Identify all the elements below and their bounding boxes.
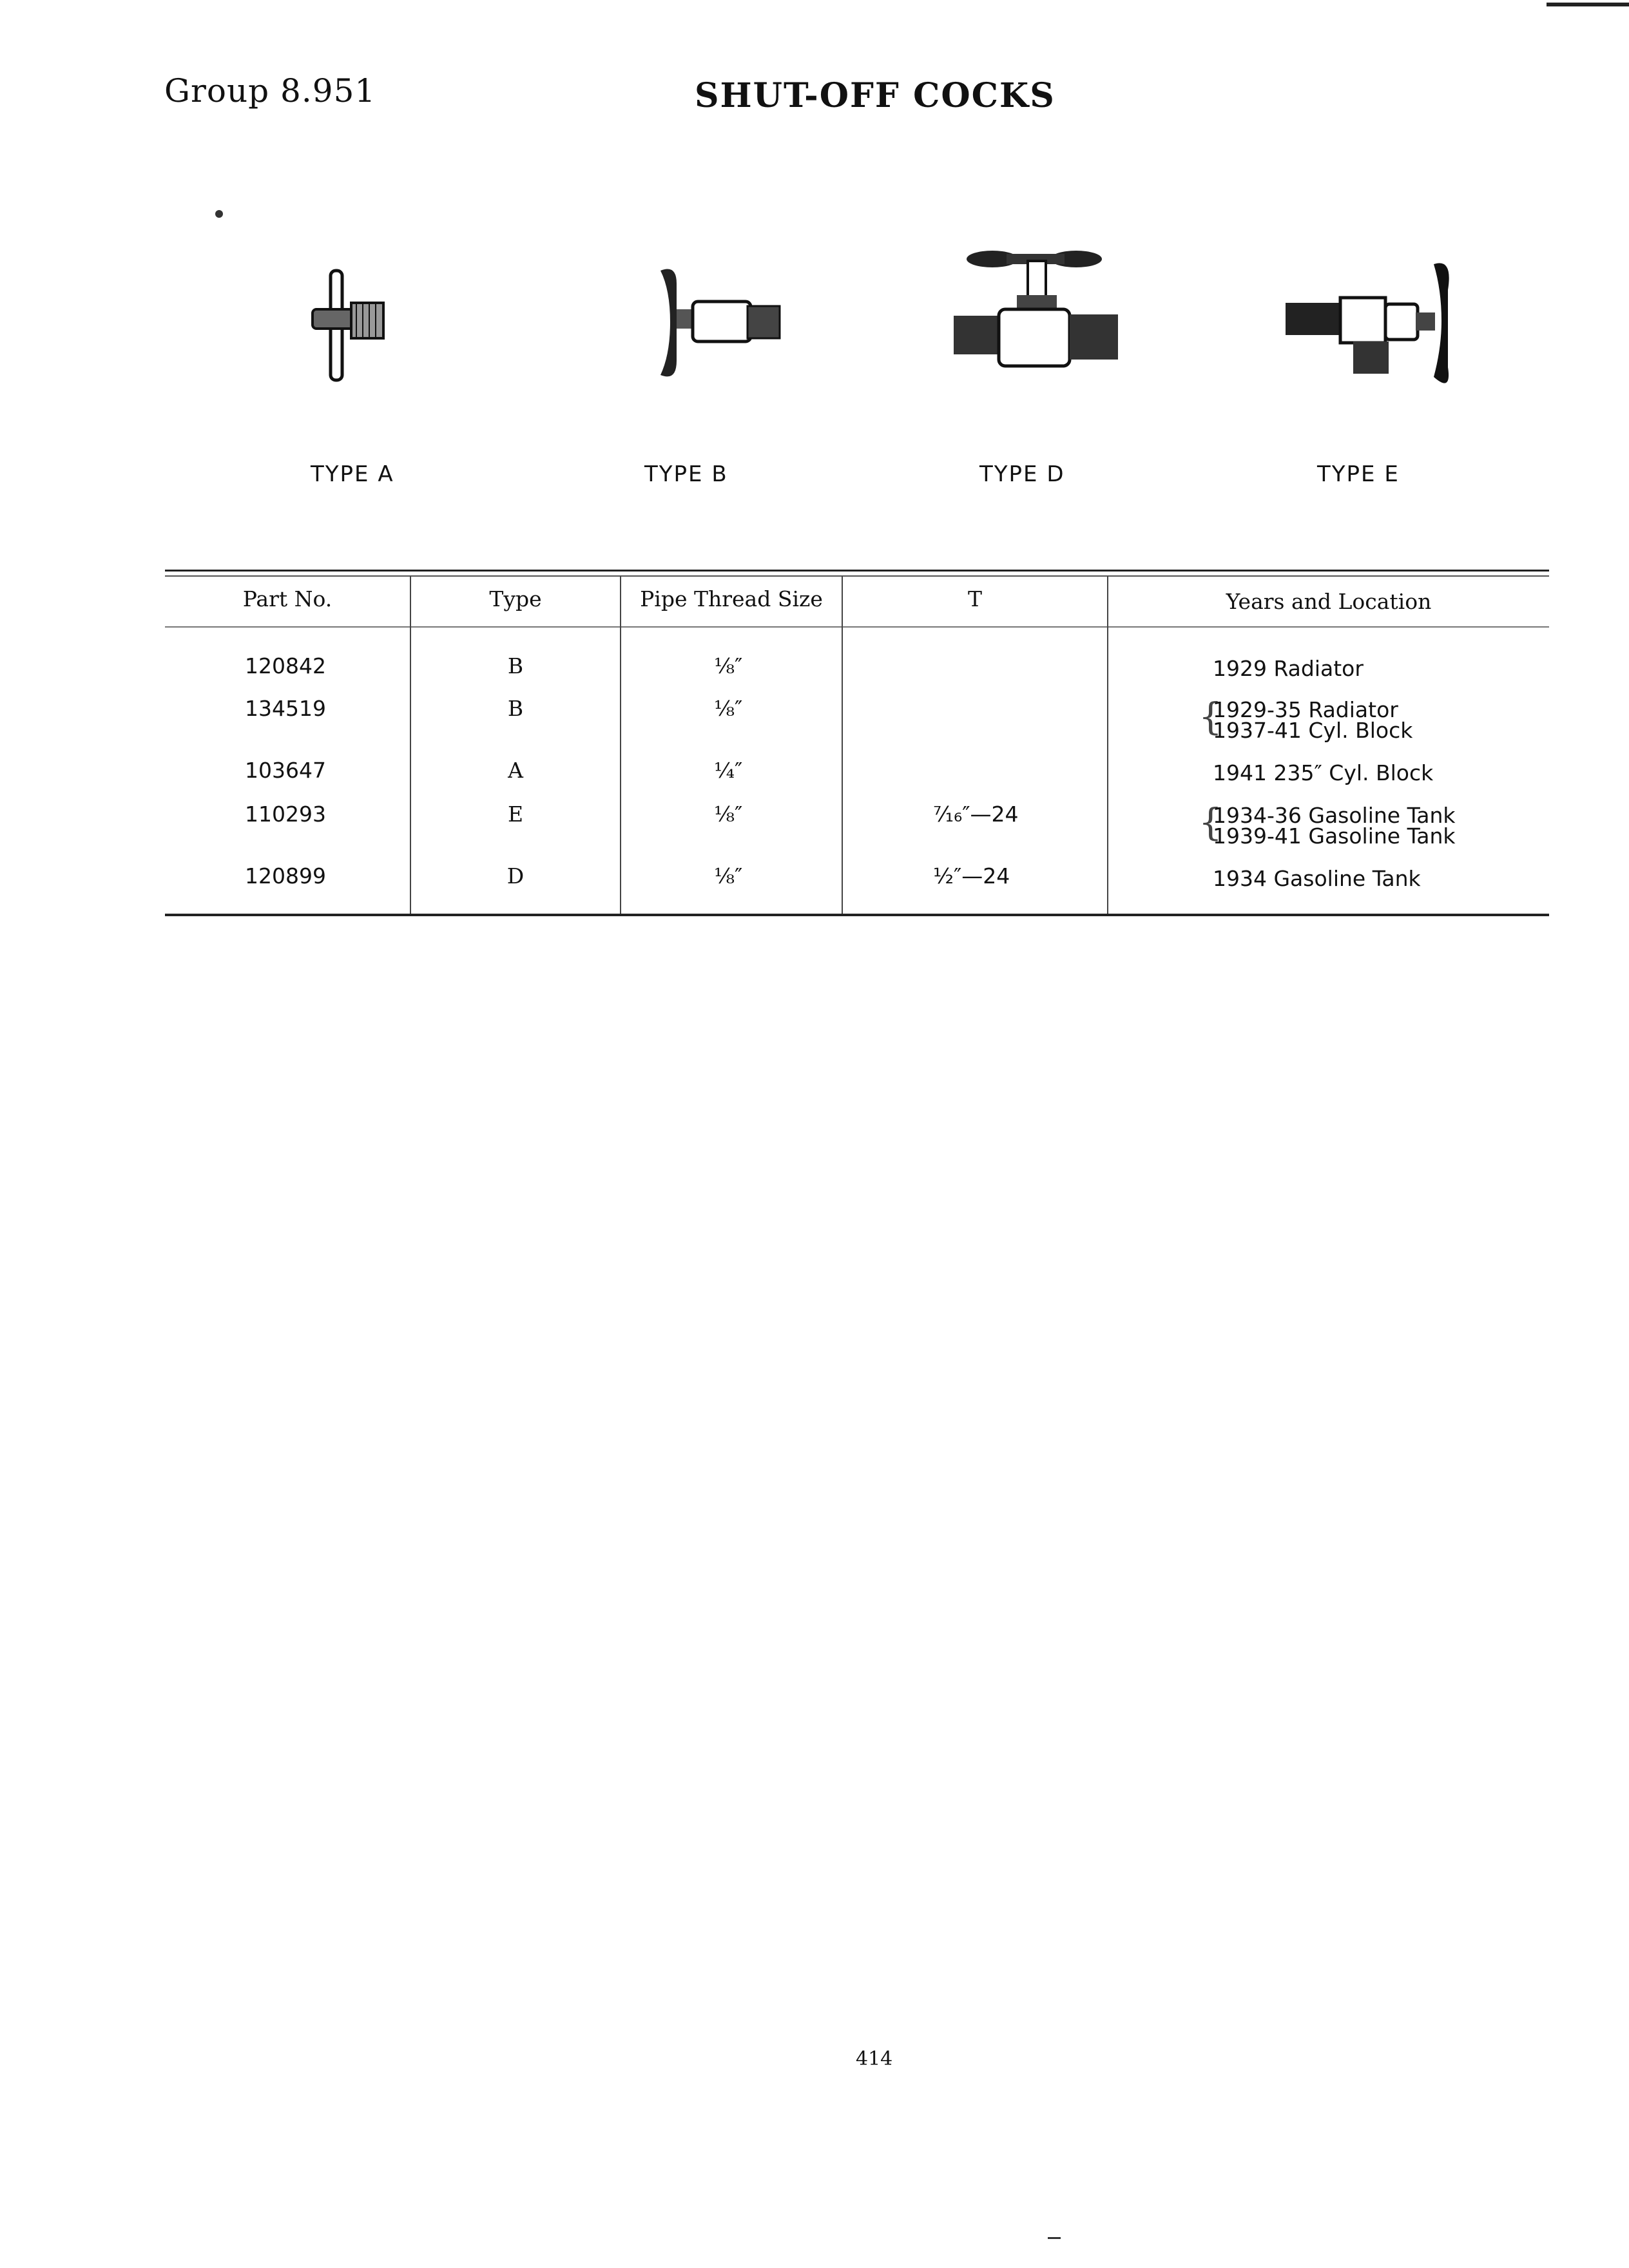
table-row-years: 1939-41 Gasoline Tank [1213, 823, 1456, 849]
table-row-size: ⅛″ [714, 863, 743, 889]
type-d-label: TYPE D [979, 461, 1065, 487]
group-number: Group 8.951 [164, 72, 376, 110]
header-pipe-thread-size: Pipe Thread Size [640, 586, 823, 611]
table-row-years: 1929-35 Radiator [1213, 697, 1398, 722]
table-row-part: 110293 [245, 802, 326, 827]
table-row-years: 1934 Gasoline Tank [1213, 866, 1421, 891]
table-row-size: ⅛″ [714, 653, 743, 678]
table-row-t: ⁷⁄₁₆″—24 [933, 802, 1019, 827]
table-row-years: 1929 Radiator [1213, 656, 1364, 681]
type-a-label: TYPE A [311, 461, 394, 487]
table-top-rule [165, 570, 1549, 572]
header-part-no: Part No. [242, 586, 333, 611]
table-row-t: ½″—24 [933, 863, 1010, 889]
table-row-years: 1941 235″ Cyl. Block [1213, 760, 1434, 785]
table-row-type: E [507, 802, 524, 827]
brace-icon: { [1199, 695, 1222, 738]
page-number: 414 [856, 2048, 893, 2070]
type-b-cock-icon [615, 245, 809, 399]
table-row-type: D [506, 863, 525, 889]
table-bottom-rule [165, 914, 1549, 916]
header-type: Type [489, 586, 542, 611]
header-years-location: Years and Location [1226, 589, 1432, 614]
table-row-part: 120842 [245, 653, 326, 678]
header-t: T [967, 586, 982, 611]
column-divider [842, 576, 843, 914]
table-row-size: ⅛″ [714, 802, 743, 827]
table-row-type: B [507, 696, 524, 721]
stray-mark [215, 210, 223, 218]
column-divider [620, 576, 621, 914]
column-divider [1107, 576, 1108, 914]
table-row-part: 103647 [245, 758, 326, 783]
brace-icon: { [1199, 800, 1222, 844]
table-row-years: 1937-41 Cyl. Block [1213, 718, 1413, 743]
table-header-rule [165, 626, 1549, 628]
table-row-part: 134519 [245, 696, 326, 721]
page-title: SHUT-OFF COCKS [695, 76, 1055, 115]
table-row-size: ¼″ [714, 758, 743, 783]
table-top-rule-thin [165, 575, 1549, 577]
table-row-part: 120899 [245, 863, 326, 889]
type-a-cock-icon [255, 245, 448, 399]
type-e-label: TYPE E [1317, 461, 1400, 487]
table-row-type: A [508, 758, 523, 783]
table-row-type: B [507, 653, 524, 678]
table-row-size: ⅛″ [714, 696, 743, 721]
footer-dash [1048, 2237, 1061, 2239]
type-e-cock-icon [1279, 245, 1472, 399]
type-b-label: TYPE B [644, 461, 728, 487]
table-row-years: 1934-36 Gasoline Tank [1213, 803, 1456, 828]
corner-rule [1547, 3, 1629, 6]
type-d-cock-icon [947, 245, 1141, 399]
